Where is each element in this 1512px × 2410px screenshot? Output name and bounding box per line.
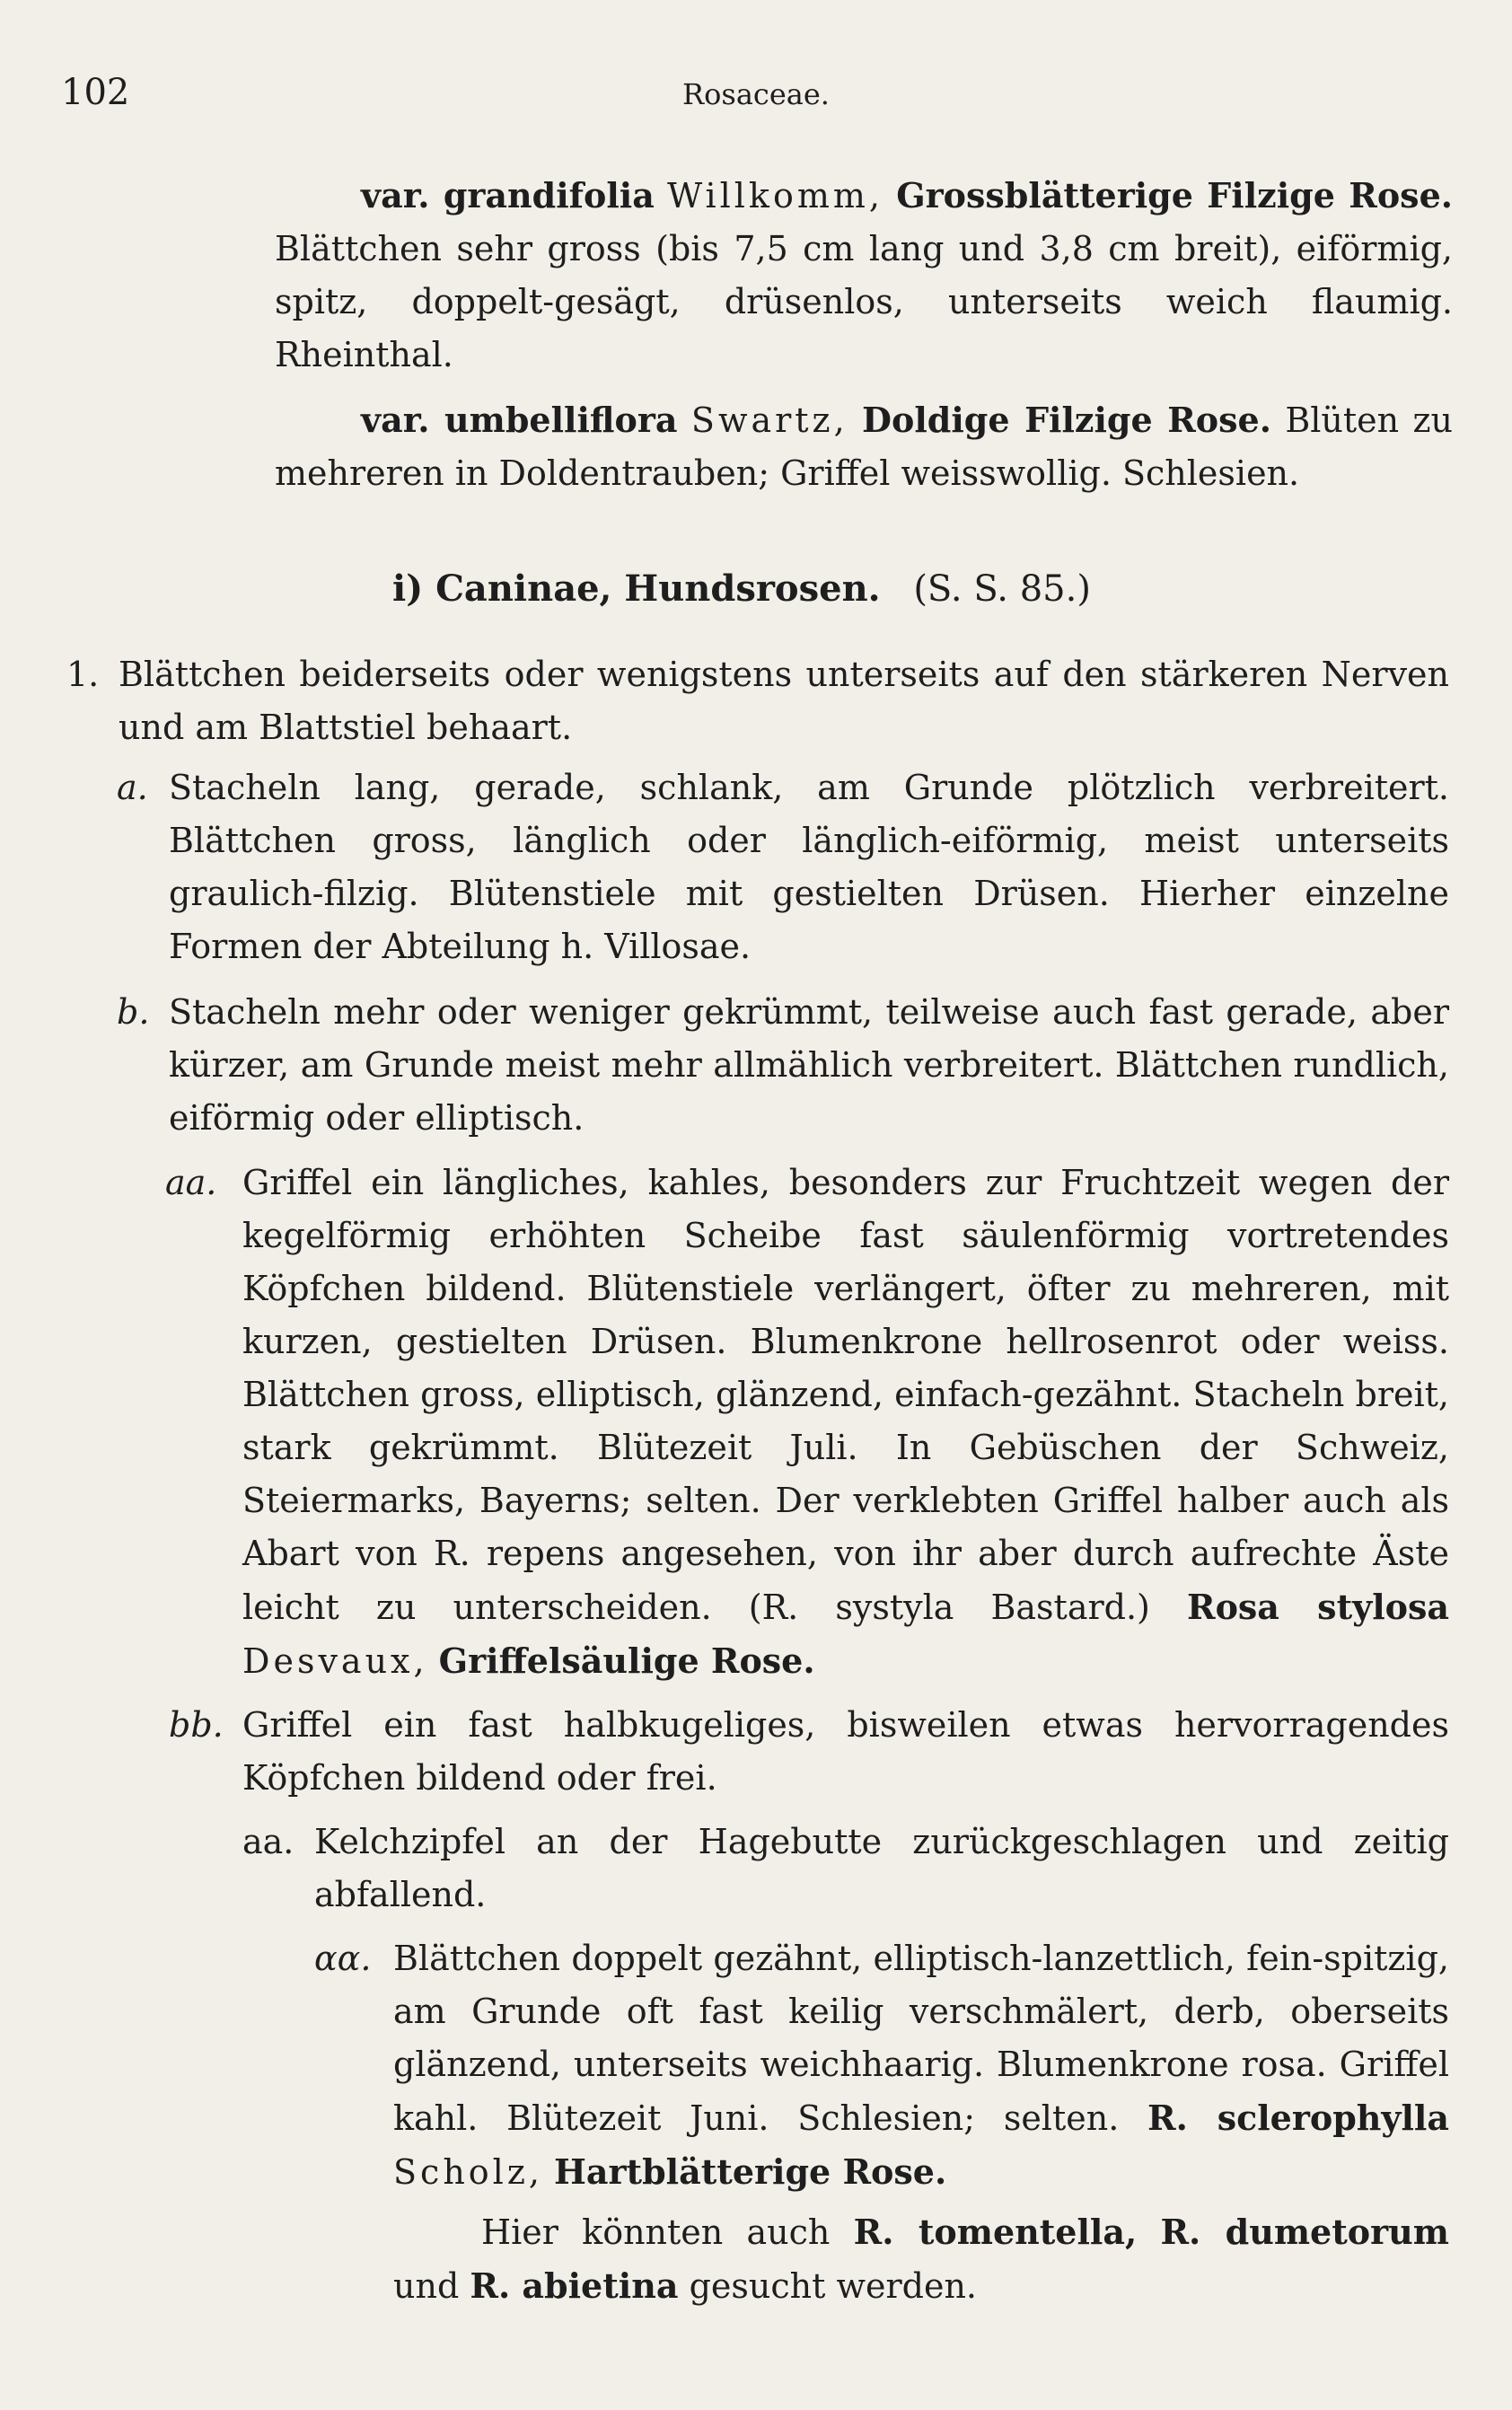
key-item-aa-sub: aa. Kelchzipfel an der Hagebutte zurückgeschlagen und zeitig abfallend.: [242, 1822, 1449, 1914]
closing-note: Hier könnten auch R. tomentella, R. dumetorum und R. abietina gesucht werden.: [393, 2212, 1449, 2306]
key-item-1: 1. Blättchen beiderseits oder wenigstens unterseits auf den stärkeren Nerven und am Blattstiel behaart.: [66, 655, 1449, 747]
running-title: Rosaceae.: [682, 77, 830, 111]
species-name: Rosa stylosa: [1186, 1587, 1449, 1627]
page-number: 102: [61, 72, 130, 113]
variety-umbelliflora: var. umbelliflora Swartz, Doldige Filzige Rose. Blüten zu mehreren in Doldentrauben; Griffel weisswollig. Schlesien.: [275, 400, 1453, 493]
variety-grandifolia: var. grandifolia Willkomm, Grossblätterige Filzige Rose. Blättchen sehr gross (bis 7,5 cm lang und 3,8 cm breit), eiförmig, spitz, doppelt-gesägt, drüsenlos, unterseits weich flaumig. Rheinthal.: [275, 175, 1453, 374]
key-item-alpha: αα. Blättchen doppelt gezähnt, elliptisch-lanzettlich, fein-spitzig, am Grunde oft fast keilig verschmälert, derb, oberseits glänzend, unterseits weichhaarig. Blumenkrone rosa. Griffel kahl. Blütezeit Juni. Schlesien; selten. R. sclerophylla Scholz, Hartblätterige Rose.: [314, 1939, 1449, 2192]
key-item-aa: aa. Griffel ein längliches, kahles, besonders zur Fruchtzeit wegen der kegelförmig erhöhten Scheibe fast säulenförmig vortretendes Köpfchen bildend. Blütenstiele verlängert, öfter zu mehreren, mit kurzen, gestielten Drüsen. Blumenkrone hellrosenrot oder weiss. Blättchen gross, elliptisch, glänzend, einfach-gezähnt. Stacheln breit, stark gekrümmt. Blütezeit Juli. In Gebüschen der Schweiz, Steiermarks, Bayerns; selten. Der verklebten Griffel halber auch als Abart von R. repens angesehen, von ihr aber durch aufrechte Äste leicht zu unterscheiden. (R. systyla Bastard.) Rosa stylosa Desvaux, Griffelsäulige Rose.: [165, 1163, 1449, 1681]
key-item-b: b. Stacheln mehr oder weniger gekrümmt, teilweise auch fast gerade, aber kürzer, am Grunde meist mehr allmählich verbreitert. Blättchen rundlich, eiförmig oder elliptisch.: [117, 992, 1449, 1138]
key-item-a: a. Stacheln lang, gerade, schlank, am Grunde plötzlich verbreitert. Blättchen gross, länglich oder länglich-eiförmig, meist unterseits graulich-filzig. Blütenstiele mit gestielten Drüsen. Hierher einzelne Formen der Abteilung h. Villosae.: [117, 768, 1449, 966]
section-heading: i) Caninae, Hundsrosen. (S. S. 85.): [392, 567, 1091, 610]
species-name: R. sclerophylla: [1147, 2098, 1449, 2138]
page-header: [61, 72, 1451, 126]
key-item-bb: bb. Griffel ein fast halbkugeliges, bisweilen etwas hervorragendes Köpfchen bildend oder frei.: [169, 1705, 1449, 1798]
